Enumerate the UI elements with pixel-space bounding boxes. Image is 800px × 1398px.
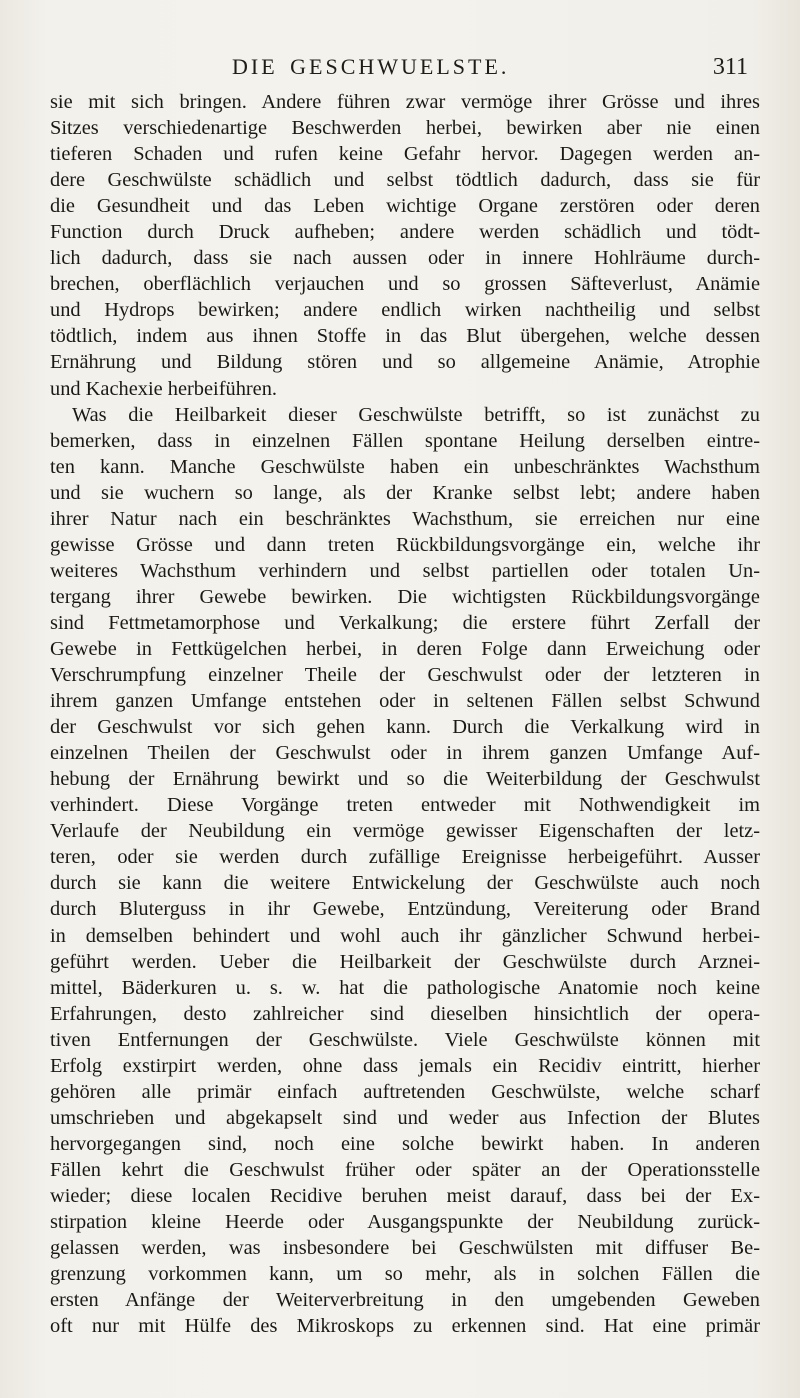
text-line: bemerken, dass in einzelnen Fällen spontane Heilung derselben eintre- (50, 429, 760, 452)
text-line: und sie wuchern so lange, als der Kranke selbst lebt; andere haben (50, 481, 760, 504)
text-line: Was die Heilbarkeit dieser Geschwülste betrifft, so ist zunächst zu (72, 403, 760, 426)
text-line: und Hydrops bewirken; andere endlich wirken nachtheilig und selbst (50, 299, 760, 322)
text-line: stirpation kleine Heerde oder Ausgangspunkte der Neubildung zurück- (50, 1211, 760, 1234)
text-line: sie mit sich bringen. Andere führen zwar vermöge ihrer Grösse und ihres (50, 91, 760, 113)
text-line: mittel, Bäderkuren u. s. w. hat die pathologische Anatomie noch keine (50, 976, 760, 999)
text-line: verhindert. Diese Vorgänge treten entweder mit Nothwendigkeit im (50, 794, 760, 817)
text-line: umschrieben und abgekapselt sind und weder aus Infection der Blutes (50, 1106, 760, 1129)
text-line: dere Geschwülste schädlich und selbst tödtlich dadurch, dass sie für (50, 169, 760, 192)
text-line: Gewebe in Fettkügelchen herbei, in deren Folge dann Erweichung oder (50, 637, 760, 660)
text-line: Erfahrungen, desto zahlreicher sind dieselben hinsichtlich der opera- (50, 1002, 760, 1025)
text-line: grenzung vorkommen kann, um so mehr, als in solchen Fällen die (50, 1263, 760, 1286)
text-line: und Kachexie herbeiführen. (50, 377, 278, 400)
text-line: geführt werden. Ueber die Heilbarkeit der Geschwülste durch Arznei- (50, 950, 760, 973)
text-line: oft nur mit Hülfe des Mikroskops zu erkennen sind. Hat eine primär (50, 1315, 760, 1338)
text-line: durch Bluterguss in ihr Gewebe, Entzündung, Vereiterung oder Brand (50, 898, 760, 921)
text-line: einzelnen Theilen der Geschwulst oder in ihrem ganzen Umfange Auf- (50, 742, 760, 765)
text-line: hebung der Ernährung bewirkt und so die Weiterbildung der Geschwulst (50, 768, 760, 791)
text-line: durch sie kann die weitere Entwickelung der Geschwülste auch noch (50, 872, 760, 895)
text-line: Erfolg exstirpirt werden, ohne dass jemals ein Recidiv eintritt, hierher (50, 1054, 760, 1077)
text-line: gewisse Grösse und dann treten Rückbildungsvorgänge ein, welche ihr (50, 533, 760, 556)
text-line: gehören alle primär einfach auftretenden Geschwülste, welche scharf (50, 1080, 760, 1103)
text-line: sind Fettmetamorphose und Verkalkung; die erstere führt Zerfall der (50, 611, 760, 634)
page-header (0, 52, 800, 82)
text-line: ten kann. Manche Geschwülste haben ein unbeschränktes Wachsthum (50, 455, 760, 478)
text-line: Sitzes verschiedenartige Beschwerden herbei, bewirken aber nie einen (50, 117, 760, 140)
text-line: tergang ihrer Gewebe bewirken. Die wichtigsten Rückbildungsvorgänge (50, 585, 760, 608)
text-line: in demselben behindert und wohl auch ihr gänzlicher Schwund herbei- (50, 924, 760, 947)
text-line: weiteres Wachsthum verhindern und selbst partiellen oder totalen Un- (50, 559, 760, 582)
text-line: gelassen werden, was insbesondere bei Geschwülsten mit diffuser Be- (50, 1237, 760, 1260)
text-line: tiven Entfernungen der Geschwülste. Viele Geschwülste können mit (50, 1028, 760, 1051)
text-line: tieferen Schaden und rufen keine Gefahr hervor. Dagegen werden an- (50, 143, 760, 166)
text-line: teren, oder sie werden durch zufällige Ereignisse herbeigeführt. Ausser (50, 846, 760, 869)
text-line: Verschrumpfung einzelner Theile der Geschwulst oder der letzteren in (50, 664, 760, 687)
running-head: DIE GESCHWUELSTE. (232, 54, 510, 79)
text-line: der Geschwulst vor sich gehen kann. Durch die Verkalkung wird in (50, 716, 760, 739)
text-line: Fällen kehrt die Geschwulst früher oder später an der Operationsstelle (50, 1158, 760, 1181)
text-line: wieder; diese localen Recidive beruhen meist darauf, dass bei der Ex- (50, 1184, 760, 1207)
text-line: Function durch Druck aufheben; andere werden schädlich und tödt- (50, 221, 760, 244)
text-line: die Gesundheit und das Leben wichtige Organe zerstören oder deren (50, 195, 760, 218)
text-line: ihrem ganzen Umfange entstehen oder in seltenen Fällen selbst Schwund (50, 690, 760, 713)
text-line: ihrer Natur nach ein beschränktes Wachsthum, sie erreichen nur eine (50, 507, 760, 530)
text-line: Ernährung und Bildung stören und so allgemeine Anämie, Atrophie (50, 351, 760, 374)
text-line: lich dadurch, dass sie nach aussen oder in innere Hohlräume durch- (50, 247, 760, 270)
body-text (50, 89, 760, 1339)
text-line: Verlaufe der Neubildung ein vermöge gewisser Eigenschaften der letz- (50, 820, 760, 843)
text-line: tödtlich, indem aus ihnen Stoffe in das Blut übergehen, welche dessen (50, 325, 760, 348)
text-line: hervorgegangen sind, noch eine solche bewirkt haben. In anderen (50, 1132, 760, 1155)
page-number: 311 (712, 54, 748, 80)
text-line: ersten Anfänge der Weiterverbreitung in den umgebenden Geweben (50, 1289, 760, 1312)
text-line: brechen, oberflächlich verjauchen und so grossen Säfteverlust, Anämie (50, 273, 760, 296)
